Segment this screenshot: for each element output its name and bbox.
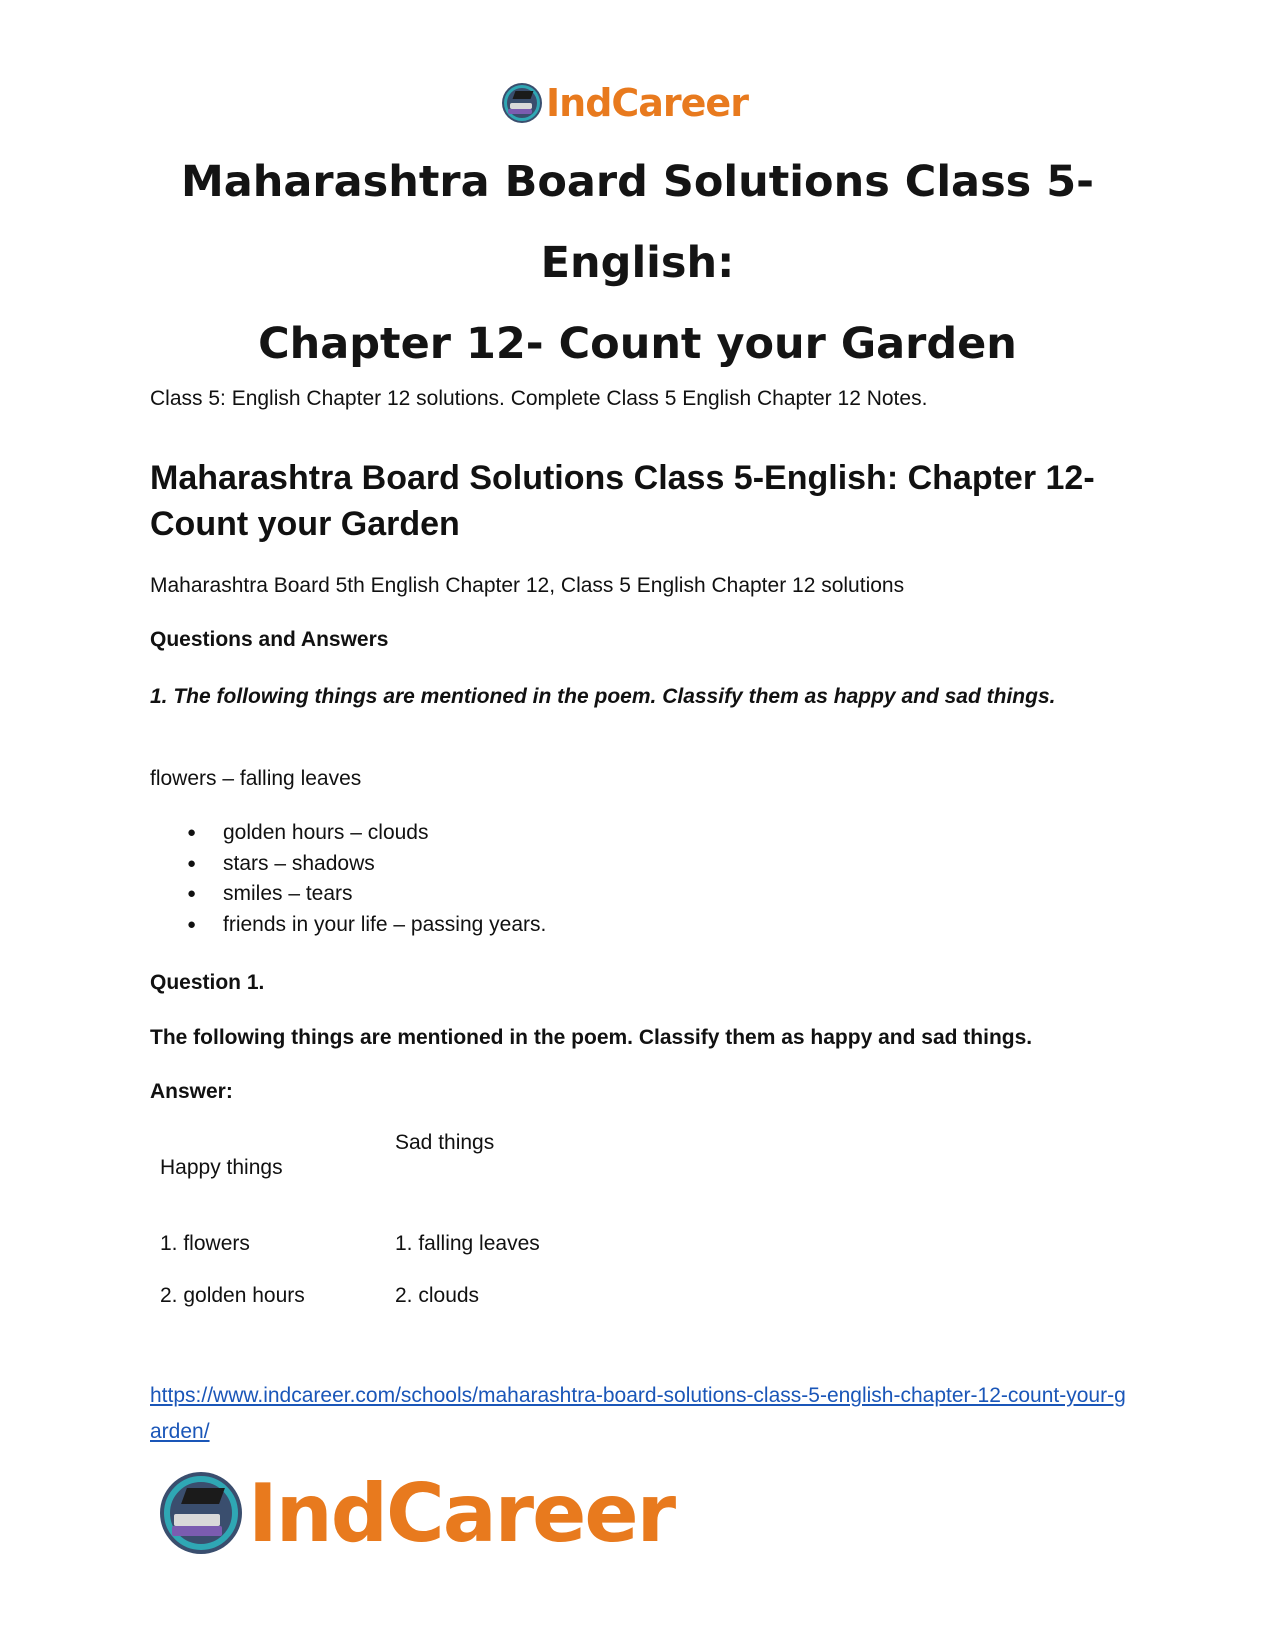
exercise-instruction: 1. The following things are mentioned in the poem. Classify them as happy and sad things. — [150, 685, 1056, 708]
page-title-line-1: Maharashtra Board Solutions Class 5-English: — [180, 157, 1094, 288]
indcareer-logo-icon — [160, 1472, 242, 1554]
table-cell: 1. flowers — [160, 1232, 250, 1255]
table-cell: 2. clouds — [395, 1284, 480, 1307]
list-item: ● golden hours – clouds — [150, 818, 546, 849]
logo-text: IndCareer — [546, 81, 748, 125]
intro-text: Class 5: English Chapter 12 solutions. Complete Class 5 English Chapter 12 Notes. — [150, 387, 928, 410]
qa-heading: Questions and Answers — [150, 628, 389, 651]
source-link[interactable]: https://www.indcareer.com/schools/maharashtra-board-solutions-class-5-english-chapter-12-count-your-garden/ — [150, 1384, 1126, 1443]
page-title — [120, 142, 1155, 385]
table-cell: 1. falling leaves — [395, 1232, 540, 1255]
subheading-text: Maharashtra Board 5th English Chapter 12, Class 5 English Chapter 12 solutions — [150, 574, 905, 597]
list-item: ● stars – shadows — [150, 849, 546, 880]
section-heading: Maharashtra Board Solutions Class 5-English: Chapter 12- Count your Garden — [150, 459, 1095, 543]
footer-logo — [160, 1468, 674, 1558]
page-title-line-2: Chapter 12- Count your Garden — [258, 319, 1017, 369]
header-logo — [502, 80, 748, 126]
table-header-sad: Sad things — [395, 1131, 495, 1154]
logo-text: IndCareer — [248, 1466, 675, 1560]
answer-label: Answer: — [150, 1080, 233, 1103]
list-item: ● smiles – tears — [150, 879, 546, 910]
question-text: The following things are mentioned in the poem. Classify them as happy and sad things. — [150, 1026, 1033, 1049]
table-header-happy: Happy things — [160, 1156, 283, 1179]
indcareer-logo-icon — [502, 83, 542, 123]
table-cell: 2. golden hours — [160, 1284, 305, 1307]
list-item: ● friends in your life – passing years. — [150, 910, 546, 941]
first-pair: flowers – falling leaves — [150, 767, 362, 790]
pairs-list — [150, 818, 546, 940]
question-label: Question 1. — [150, 971, 265, 994]
